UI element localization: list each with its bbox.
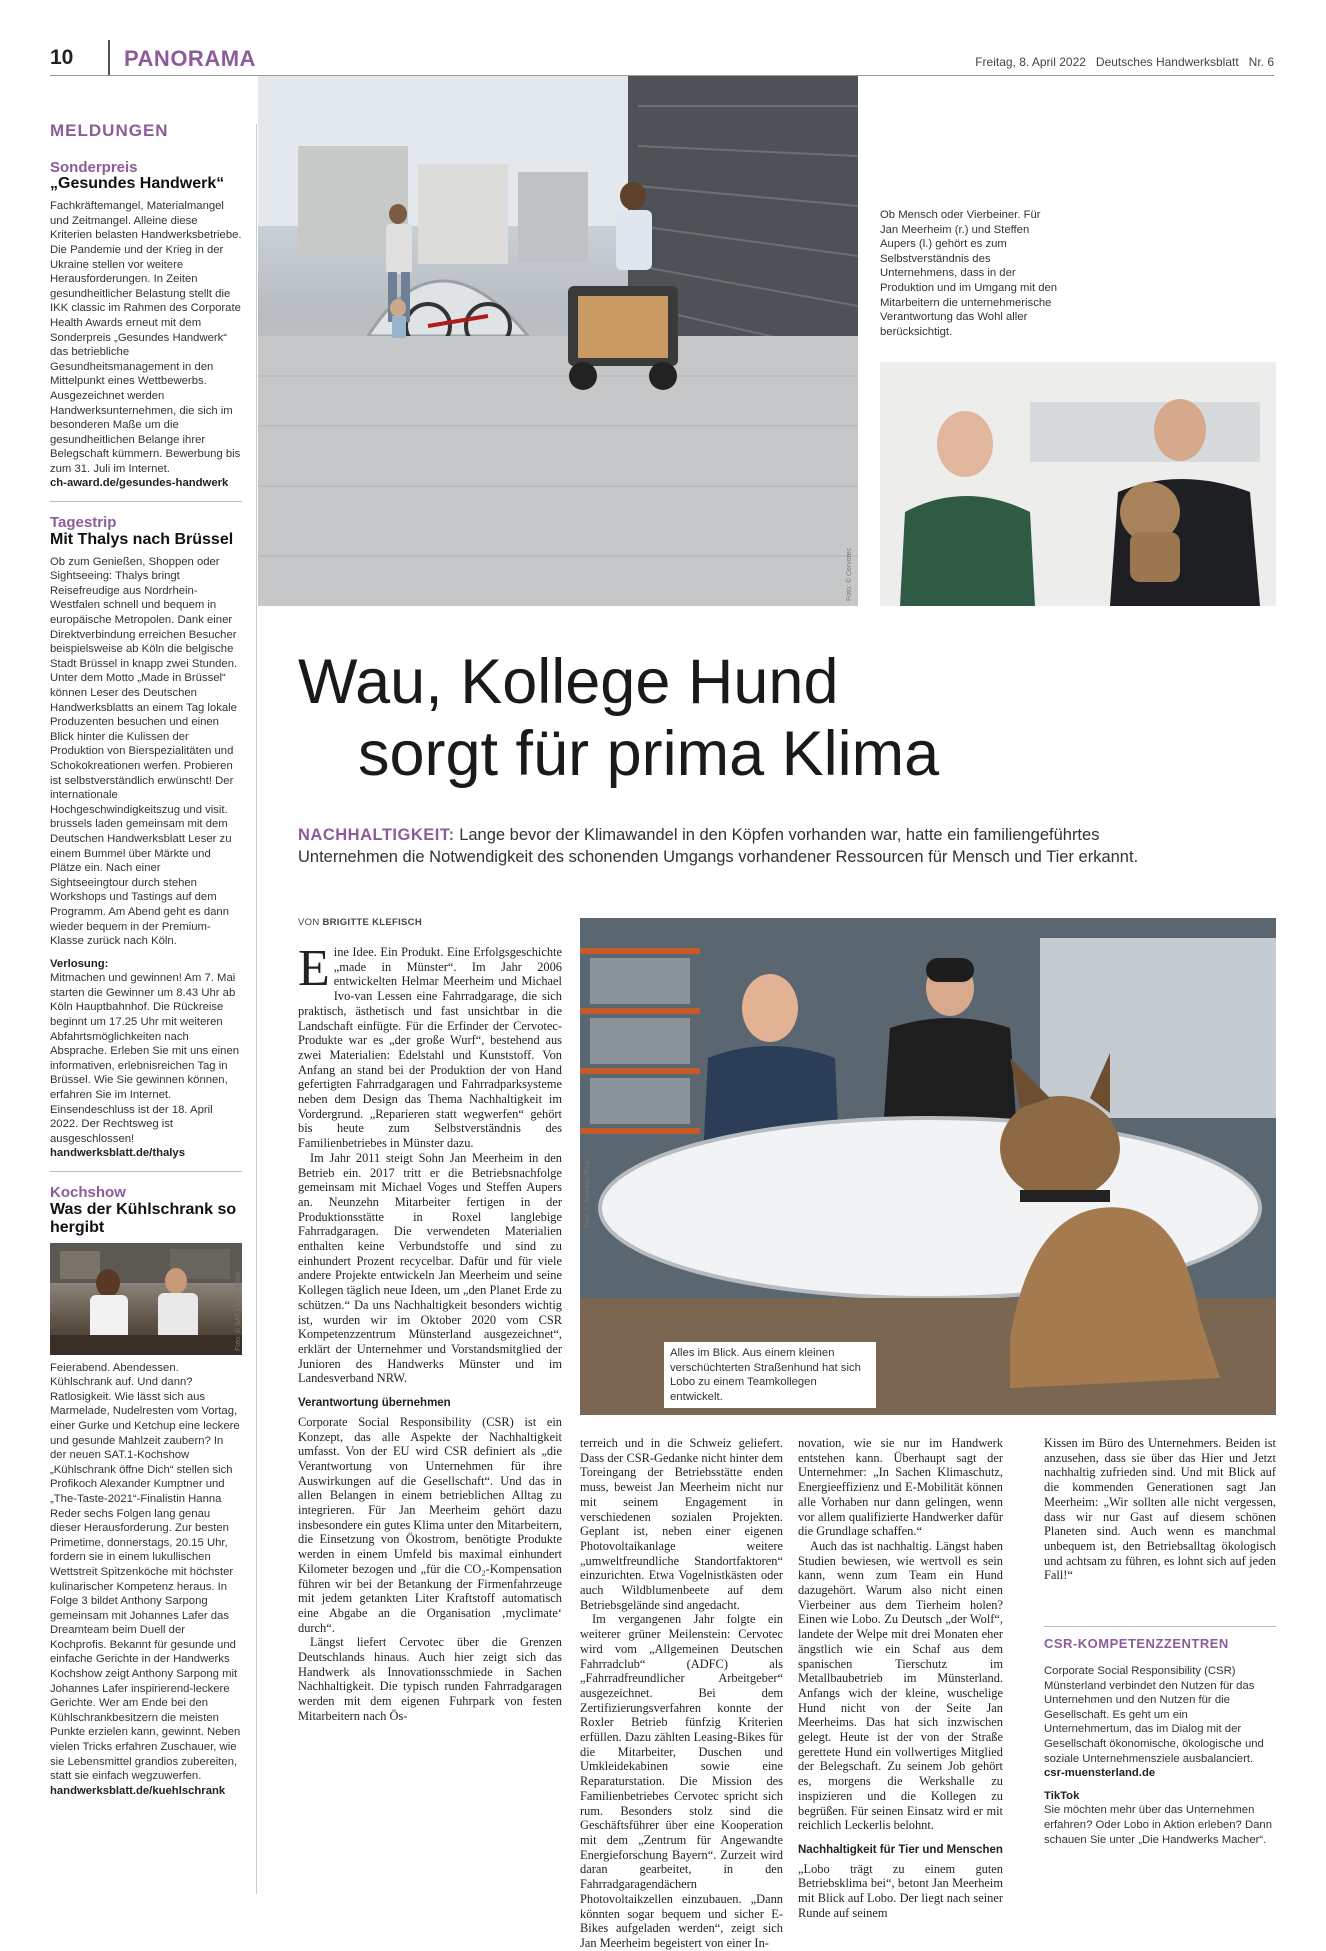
article-paragraph: Auch das ist nachhaltig. Längst haben Studien bewiesen, wie wertvoll es sein kann, wenn zum Team ein Hund dazugehört. Warum also nicht einen Vierbeiner aus dem Tierheim holen? Einen wie Lobo. Zu Deutsch „der Wolf“, landete der Welpe mit drei Monaten eher ängstlich wie ein Schaf aus dem spanischen Tierschutz im Metallbaubetrieb im Münsterland. Anfangs wich der kleine, wuschelige Hund nicht von der Seite Jan Meerheims. Das hat sich inzwischen gelegt. Heute ist der von der Straße gerettete Hund ein vollwertiges Mitglied der Belegschaft. Zu seinem Job gehört es, morgens die Werkshalle zu inspizieren und die Kollegen zu begrüßen. Für seinen Einsatz wird er mit reichlich Leckerlis belohnt. bbox=[798, 1538, 1003, 1833]
article-column bbox=[798, 1436, 1003, 1921]
page-number: 10 bbox=[50, 46, 74, 69]
byline bbox=[298, 917, 422, 928]
workshop-photo bbox=[580, 918, 1276, 1415]
news-link[interactable]: ch-award.de/gesundes-handwerk bbox=[50, 477, 229, 490]
article-paragraph: Im vergangenen Jahr folgte ein weiterer grüner Meilenstein: Cervotec wird vom „Allgemeinen Deutschen Fahrradclub“ (ADFC) als „Fahrradfreundlicher Arbeitgeber“ ausgezeichnet. Bei dem Zertifizierungsverfahren konnte der Roxler Betrieb fünfzig Kriterien erfüllen. Dazu zählten Leasing-Bikes für die Mitarbeiter, Duschen und Umkleidekabinen sowie eine Reparaturstation. Die Mission des Familienbetriebes Cervotec spricht sich rum. Besonders stolz sind die Geschäftsführer über eine Kooperation mit dem „Zentrum für Angewandte Energieforschung Bayern“. Zurzeit wird daran gearbeitet, in den Fahrradgaragendächern Photovoltaikzellen einzubauen. „Dann könnten sogar bequem und sicher E-Bikes aufgeladen werden“, zeigt sich Jan Meerheim begeistert von einer In- bbox=[580, 1612, 783, 1950]
paragraph-text: ine Idee. Ein Produkt. Eine Erfolgsgeschichte „made in Münster“. Im Jahr 2006 entwickelten Helmar Meerheim und Michael Ivo-van Lessen eine Fahrradgarage, die sich praktisch, ästhetisch und fast unsichtbar in die Landschaft einfügte. Für die Erfinder der Cervotec-Produkte war es „der große Wurf“, bestehend aus zwei Materialien: Edelstahl und Kunststoff. Von Anfang an stand bei der Produktion der von Hand gefertigten Fahrradgaragen und Fahrradparksysteme neben dem Design das Thema Nachhaltigkeit im Vordergrund. „Reparieren statt wegwerfen“ gehört bis heute zum Selbstverständnis des Familienbetriebes in Münster dazu. bbox=[298, 945, 562, 1151]
bike-garage-photo bbox=[258, 76, 858, 606]
article-paragraph: „Lobo trägt zu einem guten Betriebsklima bei“, betont Jan Meerheim mit Blick auf Lobo. Der liegt nach seiner Runde auf seinem bbox=[798, 1861, 1003, 1920]
masthead-info: Freitag, 8. April 2022 Deutsches Handwerksblatt Nr. 6 bbox=[975, 55, 1274, 69]
news-body: Feierabend. Abendessen. Kühlschrank auf. Und dann? Ratlosigkeit. Wie lässt sich aus Marmelade, Nudelresten vom Vortag, einer Gurke und Ketchup eine leckere und gesunde Mahlzeit zaubern? In der neuen SAT.1-Kochshow „Kühlschrank öffne Dich“ stellen sich Profikoch Alexander Kumptner und „The-Taste-2021“-Finalistin Hanna Reder sechs Folgen lang genau dieser Herausforderung. Zur besten Primetime, donnerstags, 20.15 Uhr, fordern sie in einem lukullischen Wettstreit Spitzenköche mit höchster kulinarischer Kompetenz heraus. In Folge 3 bildet Anthony Sarpong gemeinsam mit Johannes Lafer das Dreamteam beim Duell der Kochprofis. Bekannt für gesunde und einfache Gerichte in der Handwerks Kochshow zeigt Anthony Sarpong mit Johannes Lafer inspirierend-leckere Gerichte. Wer am Ende bei den Kühlschrankbesitzern die meisten Punkte erzielen kann, gewinnt. Neben vielen Tricks erfahren Zuschauer, wie sie Lebensmittel grandios zubereiten, statt sie einfach wegzuwerfen. bbox=[50, 1361, 241, 1783]
news-body: Ob zum Genießen, Shoppen oder Sightseeing: Thalys bringt Reisefreudige aus Nordrhein-Westfalen schnell und bequem in europäische Metropolen. Dank einer Direktverbindung erreichen Besucher beispielsweise ab Köln die belgische Stadt Brüssel in knapp zwei Stunden. Unter dem Motto „Made in Brüssel“ können Leser des Deutschen Handwerksblatts an einem Tag lokale Produzenten besuchen und einen Blick hinter die Kulissen der Produktion von Bierspezialitäten und Schokokreationen werfen. Probieren ist selbstverständlich erwünscht! Der internationale Hochgeschwindigkeitszug und visit. brussels laden gemeinsam mit dem Deutschen Handwerksblatt Leser zu einem Bummel über Märkte und Plätze ein. Nach einer Sightseeingtour durch stehen Workshops und Tastings auf dem Programm. Am Abend geht es dann wieder bequem in der Premium-Klasse zurück nach Köln. bbox=[50, 555, 238, 948]
news-kicker: Sonderpreis bbox=[50, 158, 138, 176]
infobox-rule bbox=[1044, 1626, 1276, 1627]
column-rule bbox=[256, 124, 257, 1894]
header-divider bbox=[108, 40, 110, 76]
article-subhead: Verantwortung übernehmen bbox=[298, 1397, 451, 1410]
news-item bbox=[50, 1186, 242, 1798]
article-lead bbox=[298, 824, 1198, 868]
article-paragraph: Längst liefert Cervotec über die Grenzen Deutschlands hinaus. Auch hier zeigt sich das Handwerk als Innovationsschmiede in Sachen Nachhaltigkeit. Die typisch runden Fahrradgaragen werden mit dem eigenen Fuhrpark von festen Mitarbeitern nach Ös- bbox=[298, 1635, 562, 1723]
article-paragraph: Corporate Social Responsibility (CSR) ist ein Konzept, das alle Aspekte der Nachhaltigkeit umfasst. Von der EU wird CSR definiert als „die Verantwortung von Unternehmen für ihre Auswirkungen auf die Gesellschaft“. Und das in allen Belangen in einem betrieblichen Alltag zu integrieren. Für Jan Meerheim gehört dazu insbesondere ein gutes Klima unter den Mitarbeitern, die Einsetzung von Ökostrom, benötigte Produkte werden in einem Umfeld bis maximal einhundert Kilometer bezogen und „für die CO₂-Kompensation führen wir bei der Betankung der Firmenfahrzeuge mit jedem getankten Liter Kraftstoff automatisch eine Abgabe an die Organisation ‚myclimate‘ durch“. bbox=[298, 1414, 562, 1635]
article-subhead: Nachhaltigkeit für Tier und Menschen bbox=[798, 1843, 1003, 1856]
article-column bbox=[580, 1436, 783, 1951]
byline-prefix: VON bbox=[298, 917, 323, 928]
photo-caption: Alles im Blick. Aus einem kleinen verschüchterten Straßenhund hat sich Lobo zu einem Teamkollegen entwickelt. bbox=[664, 1342, 876, 1408]
article-paragraph: terreich und in die Schweiz geliefert. Dass der CSR-Gedanke nicht hinter dem Toreingang der Betriebsstätte enden muss, beweist Jan Meerheim nicht nur mit seinem Engagement in verschiedenen sozialen Projekten. Geplant ist, neben einer eigenen Photovoltaikanlage weitere „umweltfreundliche Standortfaktoren“ einzurichten. Etwa Vogelnistkästen oder auch Wildblumenbeete auf dem Betriebsgelände sind angedacht. bbox=[580, 1436, 783, 1612]
photo-credit: Foto: © Andreas Buck bbox=[584, 1159, 591, 1228]
headline-line: sorgt für prima Klima bbox=[358, 719, 940, 789]
infobox-title: CSR-KOMPETENZZENTREN bbox=[1044, 1636, 1229, 1651]
dropcap: E bbox=[298, 940, 330, 997]
sidebar-divider bbox=[50, 501, 242, 502]
portrait-photo bbox=[880, 362, 1276, 606]
article-paragraph bbox=[298, 940, 562, 1151]
article-paragraph: Kissen im Büro des Unternehmers. Beiden ist anzusehen, dass sie über das Hier und Jetzt nachhaltig zufrieden sind. Und mit Blick auf die kommenden Generationen sagt Jan Meerheim: „Wir sollten alle nicht vergessen, dass wir nur Gast auf diesem schönen Planeten sind. Auch wenn es manchmal unbequem ist, den Betriebsalltag ökologisch und achtsam zu führen, es lohnt sich auf jeden Fall!“ bbox=[1044, 1436, 1276, 1583]
headline-line: Wau, Kollege Hund bbox=[298, 647, 839, 717]
news-headline: „Gesundes Handwerk“ bbox=[50, 175, 225, 193]
byline-author: BRIGITTE KLEFISCH bbox=[322, 917, 423, 928]
news-headline: Mit Thalys nach Brüssel bbox=[50, 530, 234, 548]
section-title: PANORAMA bbox=[124, 46, 256, 71]
article-paragraph: Im Jahr 2011 steigt Sohn Jan Meerheim in den Betrieb ein. 2017 tritt er die Betriebsnachfolge gemeinsam mit Michael Voges und Steffen Aupers an. Neunzehn Mitarbeiter fertigen in der Produktionsstätte in Roxel langlebige Fahrradgaragen. Die verwendeten Materialien enthalten keine Verbundstoffe und sind zu einhundert Prozent recycelbar. Dafür und für viele andere Projekte entwickeln Jan Meerheim und seine Kollegen täglich neue Ideen, um „den Planet Erde zu schützen.“ Da uns Nachhaltigkeit besonders wichtig ist, wurden wir im Oktober 2020 vom CSR Kompetenzzentrum Münsterland ausgezeichnet“, erklärt der Unternehmer und Vorstandsmitglied der Junioren des Handwerks Münster und im Landesverband NRW. bbox=[298, 1150, 562, 1386]
cooking-show-photo bbox=[50, 1243, 242, 1355]
article-column bbox=[1044, 1436, 1276, 1583]
news-kicker: Kochshow bbox=[50, 1184, 126, 1201]
tiktok-text: Sie möchten mehr über das Unternehmen erfahren? Oder Lobo in Aktion erleben? Dann schauen Sie unter „Die Handwerks Macher“. bbox=[1044, 1804, 1272, 1846]
tiktok-title: TikTok bbox=[1044, 1789, 1080, 1802]
news-headline: Was der Kühlschrank so hergibt bbox=[50, 1200, 237, 1236]
news-item bbox=[50, 158, 242, 491]
news-link[interactable]: handwerksblatt.de/kuehlschrank bbox=[50, 1784, 226, 1797]
article-column bbox=[298, 940, 562, 1724]
photo-credit: Foto: © Cervotec bbox=[846, 547, 853, 601]
news-link[interactable]: handwerksblatt.de/thalys bbox=[50, 1147, 185, 1160]
infobox-link[interactable]: csr-muensterland.de bbox=[1044, 1767, 1156, 1780]
lead-keyword: NACHHALTIGKEIT: bbox=[298, 826, 455, 844]
news-body: Fachkräftemangel, Materialmangel und Zeitmangel. Alleine diese Kriterien belasten Handwerksbetriebe. Die Pandemie und der Krieg in der Ukraine stellen vor weitere Herausforderungen. In Zeiten gesundheitlicher Belastung stellt die IKK classic im Rahmen des Corporate Health Awards erneut mit dem Sonderpreis „Gesundes Handwerk“ das betriebliche Gesundheitsmanagement in den Mittelpunkt eines Wettbewerbs. Ausgezeichnet werden Handwerksunternehmen, die sich im besonderen Maße um die gesundheitlichen Belange ihrer Belegschaft kümmern. Bewerbung bis zum 31. Juli im Internet. bbox=[50, 200, 242, 475]
news-subhead: Verlosung: bbox=[50, 957, 109, 970]
photo-credit: Foto: © SAT.1/Willi Weber bbox=[235, 1270, 242, 1351]
infobox-text: Corporate Social Responsibility (CSR) Münsterland verbindet den Nutzen für das Unternehmen und den Nutzen für die Gesellschaft. Es geht um ein Unternehmertum, das im Dialog mit der Gesellschaft ökonomische, ökologische und soziale Unternehmensziele ausbalanciert. bbox=[1044, 1665, 1264, 1765]
article-paragraph: novation, wie sie nur im Handwerk entstehen kann. Überhaupt sagt der Unternehmer: „In Sachen Klimaschutz, Energieeffizienz und E-Mobilität können alle Vorhaben nur dann gelingen, wenn vor allem qualifizierte Handwerker dafür die Grundlage schaffen.“ bbox=[798, 1436, 1003, 1539]
news-sidebar bbox=[50, 121, 242, 1798]
news-body: Mitmachen und gewinnen! Am 7. Mai starten die Gewinner um 8.43 Uhr ab Köln Hauptbahnhof. Die Rückreise beginnt um 17.25 Uhr mit weiteren Abfahrtsmöglichkeiten nach Absprache. Erleben Sie mit uns einen informativen, erlebnisreichen Tag in Brüssel. Wie Sie gewinnen können, erfahren Sie im Internet. Einsendeschluss ist der 18. April 2022. Der Rechtsweg ist ausgeschlossen! bbox=[50, 972, 240, 1145]
news-kicker: Tagestrip bbox=[50, 514, 117, 532]
news-item bbox=[50, 516, 242, 1161]
sidebar-title: MELDUNGEN bbox=[50, 121, 169, 140]
lead-text: Lange bevor der Klimawandel in den Köpfen vorhanden war, hatte ein familiengeführtes Unternehmen die Notwendigkeit des schonenden Umgangs vorhandener Ressourcen für Mensch und Tier erkannt. bbox=[298, 826, 1139, 866]
infobox-body bbox=[1044, 1664, 1276, 1847]
photo-caption: Ob Mensch oder Vierbeiner. Für Jan Meerheim (r.) und Steffen Aupers (l.) gehört es zum Selbstverständnis des Unternehmens, dass in der Produktion und im Umgang mit den Mitarbeitern die unternehmerische Verantwortung das Wohl aller berücksichtigt. bbox=[880, 209, 1058, 338]
article-headline bbox=[298, 646, 1198, 790]
sidebar-divider bbox=[50, 1171, 242, 1172]
